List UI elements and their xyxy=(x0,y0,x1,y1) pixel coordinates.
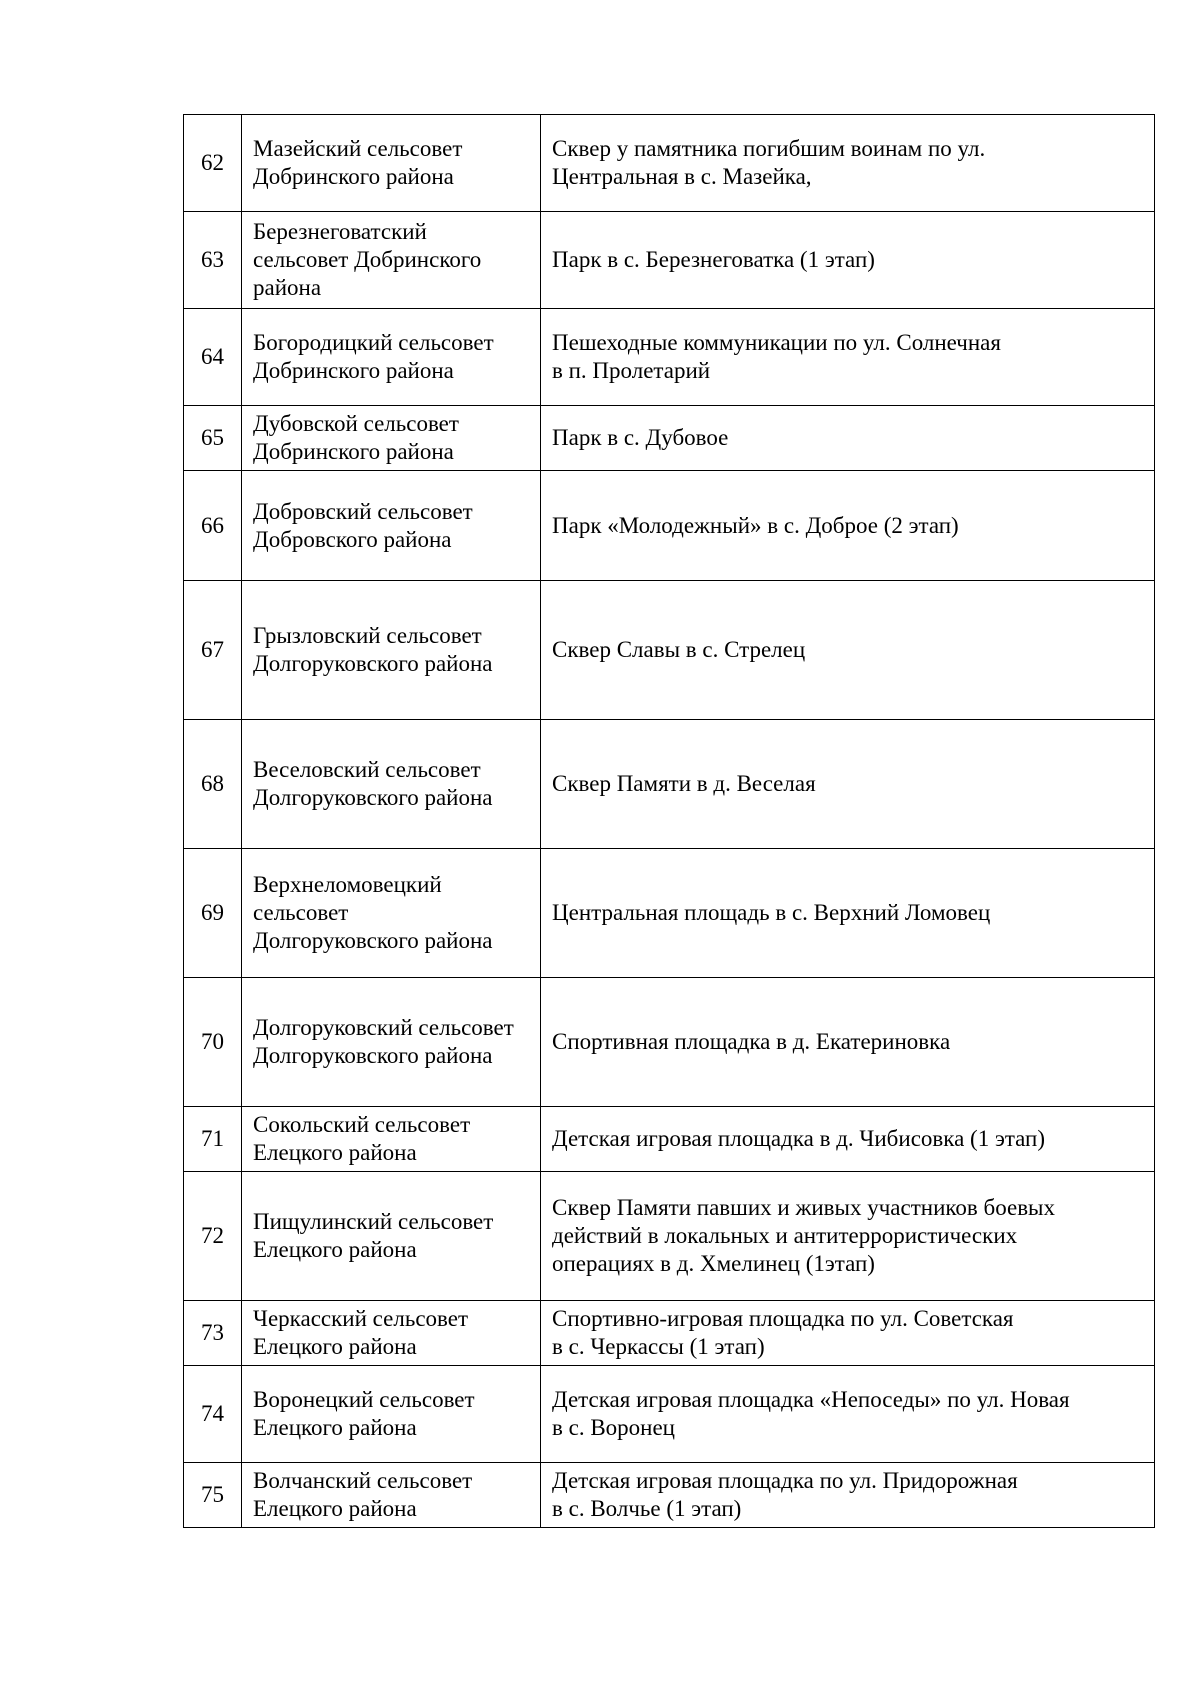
municipality-cell: Веселовский сельсовет Долгоруковского района xyxy=(242,720,541,849)
object-cell: Спортивно-игровая площадка по ул. Советская в с. Черкассы (1 этап) xyxy=(541,1301,1155,1366)
table-row xyxy=(184,1172,1155,1301)
table-row xyxy=(184,581,1155,720)
municipality-cell: Богородицкий сельсовет Добринского района xyxy=(242,309,541,406)
object-cell: Сквер у памятника погибшим воинам по ул. Центральная в с. Мазейка, xyxy=(541,115,1155,212)
object-cell: Детская игровая площадка «Непоседы» по ул. Новая в с. Воронец xyxy=(541,1366,1155,1463)
object-cell: Сквер Памяти в д. Веселая xyxy=(541,720,1155,849)
row-number: 66 xyxy=(184,471,242,581)
municipality-cell: Добровский сельсовет Добровского района xyxy=(242,471,541,581)
object-cell: Сквер Памяти павших и живых участников боевых действий в локальных и антитеррористических операциях в д. Хмелинец (1этап) xyxy=(541,1172,1155,1301)
table-row xyxy=(184,1366,1155,1463)
object-cell: Пешеходные коммуникации по ул. Солнечная в п. Пролетарий xyxy=(541,309,1155,406)
municipality-cell: Волчанский сельсовет Елецкого района xyxy=(242,1463,541,1528)
municipality-cell: Воронецкий сельсовет Елецкого района xyxy=(242,1366,541,1463)
object-cell: Парк в с. Березнеговатка (1 этап) xyxy=(541,212,1155,309)
table-body xyxy=(184,115,1155,1528)
row-number: 72 xyxy=(184,1172,242,1301)
object-cell: Парк в с. Дубовое xyxy=(541,406,1155,471)
municipality-cell: Грызловский сельсовет Долгоруковского района xyxy=(242,581,541,720)
municipality-cell: Пищулинский сельсовет Елецкого района xyxy=(242,1172,541,1301)
table-row xyxy=(184,406,1155,471)
object-cell: Детская игровая площадка по ул. Придорожная в с. Волчье (1 этап) xyxy=(541,1463,1155,1528)
table-row xyxy=(184,471,1155,581)
table-row xyxy=(184,720,1155,849)
row-number: 75 xyxy=(184,1463,242,1528)
municipality-cell: Черкасский сельсовет Елецкого района xyxy=(242,1301,541,1366)
table-row xyxy=(184,978,1155,1107)
table-row xyxy=(184,309,1155,406)
table-row xyxy=(184,849,1155,978)
municipality-cell: Дубовской сельсовет Добринского района xyxy=(242,406,541,471)
row-number: 73 xyxy=(184,1301,242,1366)
table-row xyxy=(184,1463,1155,1528)
municipality-cell: Долгоруковский сельсовет Долгоруковского района xyxy=(242,978,541,1107)
object-cell: Детская игровая площадка в д. Чибисовка (1 этап) xyxy=(541,1107,1155,1172)
row-number: 74 xyxy=(184,1366,242,1463)
object-cell: Парк «Молодежный» в с. Доброе (2 этап) xyxy=(541,471,1155,581)
object-cell: Сквер Славы в с. Стрелец xyxy=(541,581,1155,720)
table-row xyxy=(184,115,1155,212)
table-row xyxy=(184,1301,1155,1366)
object-cell: Центральная площадь в с. Верхний Ломовец xyxy=(541,849,1155,978)
municipality-cell: Верхнеломовецкий сельсовет Долгоруковского района xyxy=(242,849,541,978)
table-row xyxy=(184,1107,1155,1172)
municipality-cell: Березнеговатский сельсовет Добринского района xyxy=(242,212,541,309)
object-cell: Спортивная площадка в д. Екатериновка xyxy=(541,978,1155,1107)
improvement-objects-table xyxy=(183,114,1155,1528)
row-number: 67 xyxy=(184,581,242,720)
municipality-cell: Мазейский сельсовет Добринского района xyxy=(242,115,541,212)
row-number: 68 xyxy=(184,720,242,849)
row-number: 62 xyxy=(184,115,242,212)
row-number: 64 xyxy=(184,309,242,406)
row-number: 65 xyxy=(184,406,242,471)
row-number: 63 xyxy=(184,212,242,309)
row-number: 69 xyxy=(184,849,242,978)
municipality-cell: Сокольский сельсовет Елецкого района xyxy=(242,1107,541,1172)
row-number: 70 xyxy=(184,978,242,1107)
row-number: 71 xyxy=(184,1107,242,1172)
table-row xyxy=(184,212,1155,309)
